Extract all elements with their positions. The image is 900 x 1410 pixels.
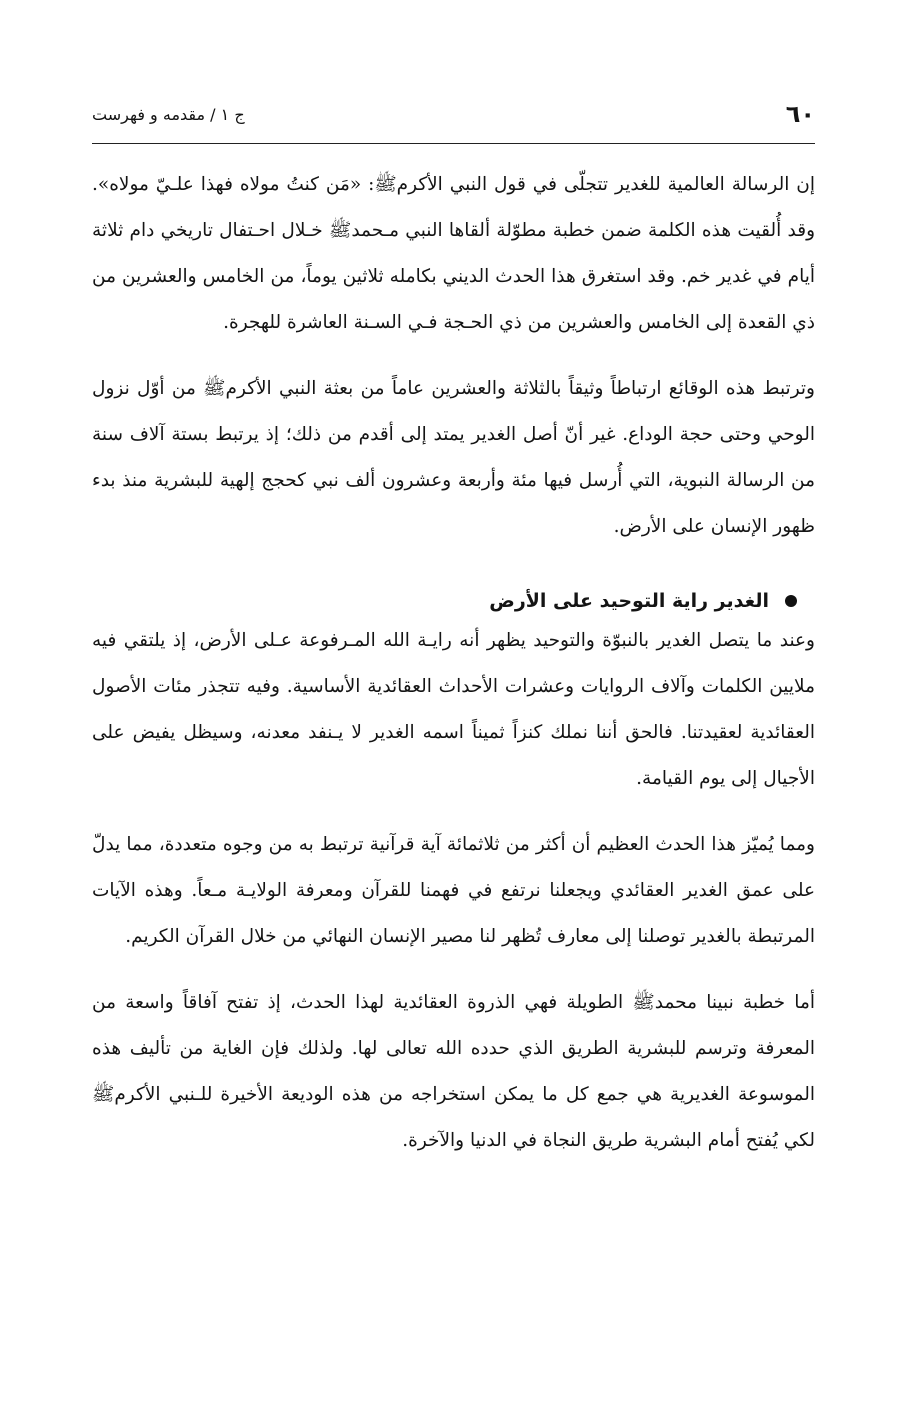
paragraph-section-3: أما خطبة نبينا محمدﷺ الطويلة فهي الذروة العقائدية لهذا الحدث، إذ تفتح آفاقاً واسعة من المعرفة وترسم للبشرية الطريق الذي حدده الله تعالى لها. ولذلك فإن الغاية من تأليف هذه الموسوعة الغديرية هي جمع كل ما يمكن استخراجه من هذه الوديعة الأخيرة للـنبي الأكرمﷺ لكي يُفتح أمام البشرية طريق النجاة في الدنيا والآخرة.: [92, 992, 815, 1151]
paragraph-section-1: وعند ما يتصل الغدير بالنبوّة والتوحيد يظهر أنه رايـة الله المـرفوعة عـلى الأرض، إذ يلتقي فيه ملايين الكلمات وآلاف الروايات وعشرات الأحداث العقائدية الأساسية. وفيه تتجذر مئات الأصول العقائدية لعقيدتنا. فالحق أننا نملك كنزاً ثميناً اسمه الغدير لا يـنفد معدنه، وسيظل يفيض على الأجيال إلى يوم القيامة.: [92, 630, 815, 789]
paragraph-intro-2: وترتبط هذه الوقائع ارتباطاً وثيقاً بالثلاثة والعشرين عاماً من بعثة النبي الأكرمﷺ من أوّل نزول الوحي وحتى حجة الوداع. غير أنّ أصل الغدير يمتد إلى أقدم من ذلك؛ إذ يرتبط بستة آلاف سنة من الرسالة النبوية، التي أُرسل فيها مئة وأربعة وعشرون ألف نبي كحجج إلهية للبشرية منذ بدء ظهور الإنسان على الأرض.: [92, 378, 815, 537]
header-divider: [92, 143, 815, 144]
page-body: [92, 162, 815, 1184]
bullet-icon: [785, 595, 797, 607]
page-number: ٦٠: [785, 100, 815, 128]
header-title: ج ١ / مقدمه و فهرست: [92, 104, 245, 124]
paragraph-section-2: ومما يُميّز هذا الحدث العظيم أن أكثر من ثلاثمائة آية قرآنية ترتبط به من وجوه متعددة، مما يدلّ على عمق الغدير العقائدي ويجعلنا نرتفع في فهمنا للقرآن ومعرفة الولايـة مـعاً. وهذه الآيات المرتبطة بالغدير توصلنا إلى معارف تُظهر لنا مصير الإنسان النهائي من خلال القرآن الكريم.: [92, 834, 815, 947]
section-heading-text: الغدير راية التوحيد على الأرض: [489, 590, 769, 612]
paragraph-intro-1: إن الرسالة العالمية للغدير تتجلّى في قول النبي الأكرمﷺ: «مَن كنتُ مولاه فهذا علـيّ مولاه». وقد أُلقيت هذه الكلمة ضمن خطبة مطوّلة ألقاها النبي مـحمدﷺ خـلال احـتفال تاريخي دام ثلاثة أيام في غدير خم. وقد استغرق هذا الحدث الديني بكامله ثلاثين يوماً، من الخامس والعشرين من ذي القعدة إلى الخامس والعشرين من ذي الحـجة فـي السـنة العاشرة للهجرة.: [92, 174, 815, 333]
book-page: [92, 0, 815, 1410]
running-header: [92, 96, 815, 132]
